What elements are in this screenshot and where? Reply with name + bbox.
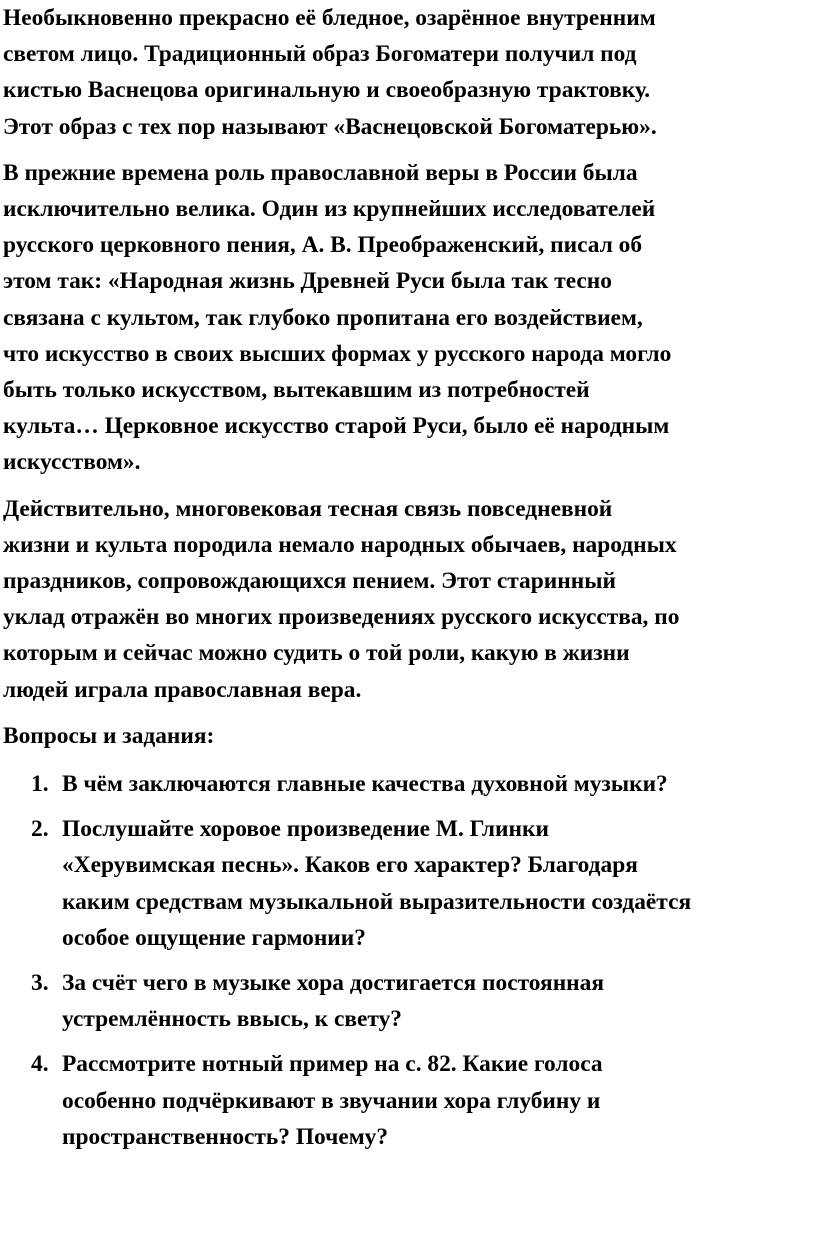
paragraph-everyday-life xyxy=(3,491,816,708)
text-line: связана с культом, так глубоко пропитана его воздействием, xyxy=(3,304,643,331)
paragraph-orthodox-faith xyxy=(3,155,816,481)
question-line: В чём заключаются главные качества духовной музыки? xyxy=(62,771,668,798)
question-item xyxy=(3,965,816,1037)
text-line: В прежние времена роль православной веры в России была xyxy=(3,159,638,186)
text-line: людей играла православная вера. xyxy=(3,676,362,703)
paragraph-vasnetsov xyxy=(3,0,816,145)
question-line: За счёт чего в музыке хора достигается постоянная xyxy=(62,970,604,997)
text-line: искусством». xyxy=(3,449,141,476)
document-page xyxy=(3,0,816,1164)
text-line: кистью Васнецова оригинальную и своеобразную трактовку. xyxy=(3,77,651,104)
question-item xyxy=(3,766,816,802)
questions-list xyxy=(3,766,816,1155)
question-item xyxy=(3,811,816,956)
text-line: уклад отражён во многих произведениях русского искусства, по xyxy=(3,604,680,631)
text-line: светом лицо. Традиционный образ Богоматери получил под xyxy=(3,41,637,68)
question-line: пространственность? Почему? xyxy=(62,1123,389,1150)
text-line: этом так: «Народная жизнь Древней Руси была так тесно xyxy=(3,268,612,295)
question-line: особое ощущение гармонии? xyxy=(62,924,366,951)
question-number: 3. xyxy=(31,970,49,997)
question-line: устремлённость ввысь, к свету? xyxy=(62,1006,402,1033)
text-line: которым и сейчас можно судить о той роли, какую в жизни xyxy=(3,640,630,667)
text-line: праздников, сопровождающихся пением. Этот старинный xyxy=(3,568,616,595)
text-line: Этот образ с тех пор называют «Васнецовской Богоматерью». xyxy=(3,113,657,140)
text-line: исключительно велика. Один из крупнейших исследователей xyxy=(3,196,656,223)
question-number: 2. xyxy=(31,816,49,843)
text-line: культа… Церковное искусство старой Руси, было её народным xyxy=(3,413,670,440)
question-line: «Херувимская песнь». Каков его характер? Благодаря xyxy=(62,852,638,879)
question-line: Послушайте хоровое произведение М. Глинки xyxy=(62,816,549,843)
question-item xyxy=(3,1046,816,1155)
question-line: особенно подчёркивают в звучании хора глубину и xyxy=(62,1087,601,1114)
text-line: Необыкновенно прекрасно её бледное, озарённое внутренним xyxy=(3,5,656,31)
question-number: 4. xyxy=(31,1051,49,1078)
text-line: быть только искусством, вытекавшим из потребностей xyxy=(3,377,590,404)
text-line: Действительно, многовековая тесная связь повседневной xyxy=(3,495,613,522)
question-line: каким средствам музыкальной выразительности создаётся xyxy=(62,888,692,915)
text-line: что искусство в своих высших формах у русского народа могло xyxy=(3,340,672,367)
question-number: 1. xyxy=(31,771,49,798)
text-line: русского церковного пения, А. В. Преображенский, писал об xyxy=(3,232,643,259)
question-line: Рассмотрите нотный пример на с. 82. Какие голоса xyxy=(62,1051,603,1078)
text-line: жизни и культа породила немало народных обычаев, народных xyxy=(3,531,677,558)
questions-heading: Вопросы и задания: xyxy=(3,722,215,749)
